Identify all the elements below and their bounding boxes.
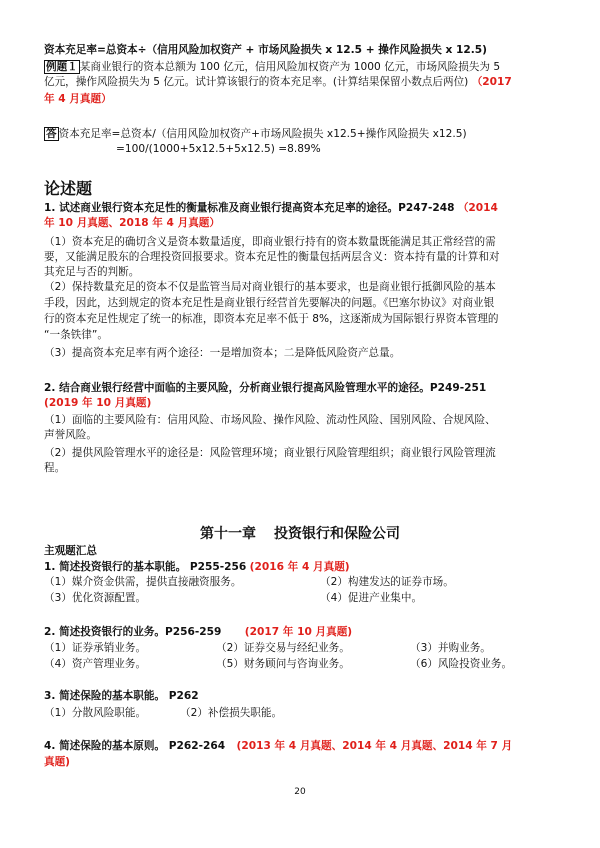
q1-answer-2-line-4: “一条铁律”。: [44, 329, 108, 341]
q1-answer-2-line-1: （2）保持数量充足的资本不仅是监管当局对商业银行的基本要求，也是商业银行抵御风险的基本: [44, 281, 496, 293]
s2-item: （4）资产管理业务。: [44, 658, 147, 670]
q2-title: 2. 结合商业银行经营中面临的主要风险，分析商业银行提高风险管理水平的途径。P249-251: [44, 382, 487, 394]
subjective-heading: 主观题汇总: [44, 545, 97, 557]
s1-title-line: [44, 560, 556, 574]
answer-line-1: [44, 127, 556, 141]
s4-title-line: [44, 739, 556, 753]
s1-item: （1）媒介资金供需，提供直接融资服务。: [44, 576, 242, 588]
example-source-tag: （2017: [471, 76, 512, 88]
answer-label: 答: [46, 128, 57, 140]
q2-tag: (2019 年 10 月真题): [44, 397, 152, 409]
s2-title-line: [44, 625, 556, 639]
chapter-title: 投资银行和保险公司: [274, 526, 400, 542]
answer-text-2: =100/(1000+5x12.5+5x12.5) =8.89%: [116, 143, 321, 155]
s4-title: 4. 简述保险的基本原则。 P262-264: [44, 740, 226, 752]
q1-answer-2-line-3: 行的资本充足性规定了统一的标准，即资本充足率不低于 8%，这逐渐成为国际银行界资本管理的: [44, 313, 499, 325]
s2-items: [44, 641, 556, 673]
s1-item: （2）构建发达的证券市场。: [320, 576, 454, 588]
s2-title: 2. 简述投资银行的业务。P256-259: [44, 626, 222, 638]
formula-title: 资本充足率=总资本÷（信用风险加权资产 + 市场风险损失 x 12.5 + 操作风险损失 x 12.5): [44, 44, 488, 56]
s2-item: （5）财务顾问与咨询业务。: [216, 658, 350, 670]
q1-title-line: [44, 201, 556, 215]
answer-text-1: 资本充足率=总资本/（信用风险加权资产+市场风险损失 x12.5+操作风险损失 x12.5): [58, 128, 467, 140]
q1-title: 1. 试述商业银行资本充足性的衡量标准及商业银行提高资本充足率的途径。P247-248: [44, 202, 455, 214]
s3-items: [44, 706, 556, 722]
s1-item: （3）优化资源配置。: [44, 592, 147, 604]
s1-item: （4）促进产业集中。: [320, 592, 423, 604]
essay-heading: 论述题: [44, 179, 93, 198]
chapter-heading: [0, 523, 600, 543]
example-label: 例题１: [46, 61, 78, 73]
q2-answer-2-line-1: （2）提供风险管理水平的途径是：风险管理环境；商业银行风险管理组织；商业银行风险管理流: [44, 447, 496, 459]
page-number: 20: [294, 787, 306, 797]
s1-items: [44, 575, 556, 607]
q1-tag: （2014: [457, 202, 498, 214]
chapter-number: 第十一章: [200, 526, 256, 542]
s2-item: （3）并购业务。: [410, 642, 491, 654]
q1-answer-2-line-2: 手段，因此，达到规定的资本充足性是商业银行经营首先要解决的问题。《巴塞尔协议》对商业银: [44, 297, 495, 309]
q2-answer-2-line-2: 程。: [44, 462, 66, 474]
example-line-1: [44, 60, 556, 74]
s2-item: （2）证券交易与经纪业务。: [216, 642, 350, 654]
q1-answer-3: （3）提高资本充足率有两个途径：一是增加资本；二是降低风险资产总量。: [44, 347, 401, 359]
example-text-2: 亿元，操作风险损失为 5 亿元。试计算该银行的资本充足率。(计算结果保留小数点后两位): [44, 76, 469, 88]
s1-title: 1. 简述投资银行的基本职能。 P255-256: [44, 561, 247, 573]
q2-answer-1-line-1: （1）面临的主要风险有：信用风险、市场风险、操作风险、流动性风险、国别风险、合规风险、: [44, 414, 496, 426]
q1-tag-cont: 年 10 月真题、2018 年 4 月真题）: [44, 217, 220, 229]
q1-answer-1-line-2: 要，又能满足股东的合理投资回报要求。资本充足性的衡量包括两层含义：资本持有量的计算和对: [44, 251, 500, 263]
q1-answer-1-line-3: 其充足与否的判断。: [44, 266, 140, 278]
s3-item: （2）补偿损失职能。: [180, 707, 283, 719]
s2-item: （6）风险投资业务。: [410, 658, 513, 670]
example-source-tag-cont: 年 4 月真题）: [44, 93, 112, 105]
example-text-1: 某商业银行的资本总额为 100 亿元，信用风险加权资产为 1000 亿元，市场风险损失为 5: [79, 61, 501, 73]
q2-answer-1-line-2: 声誉风险。: [44, 429, 97, 441]
example-line-2: [44, 75, 556, 89]
s4-tag: (2013 年 4 月真题、2014 年 4 月真题、2014 年 7 月: [236, 740, 513, 752]
s2-item: （1）证券承销业务。: [44, 642, 147, 654]
s2-tag: (2017 年 10 月真题): [244, 626, 353, 638]
s4-tag-cont: 真题): [44, 756, 71, 768]
s1-tag: (2016 年 4 月真题): [249, 561, 350, 573]
q1-answer-1-line-1: （1）资本充足的确切含义是资本数量适度，即商业银行持有的资本数量既能满足其正常经营的需: [44, 236, 496, 248]
s3-item: （1）分散风险职能。: [44, 707, 147, 719]
s3-title: 3. 简述保险的基本职能。 P262: [44, 690, 199, 702]
